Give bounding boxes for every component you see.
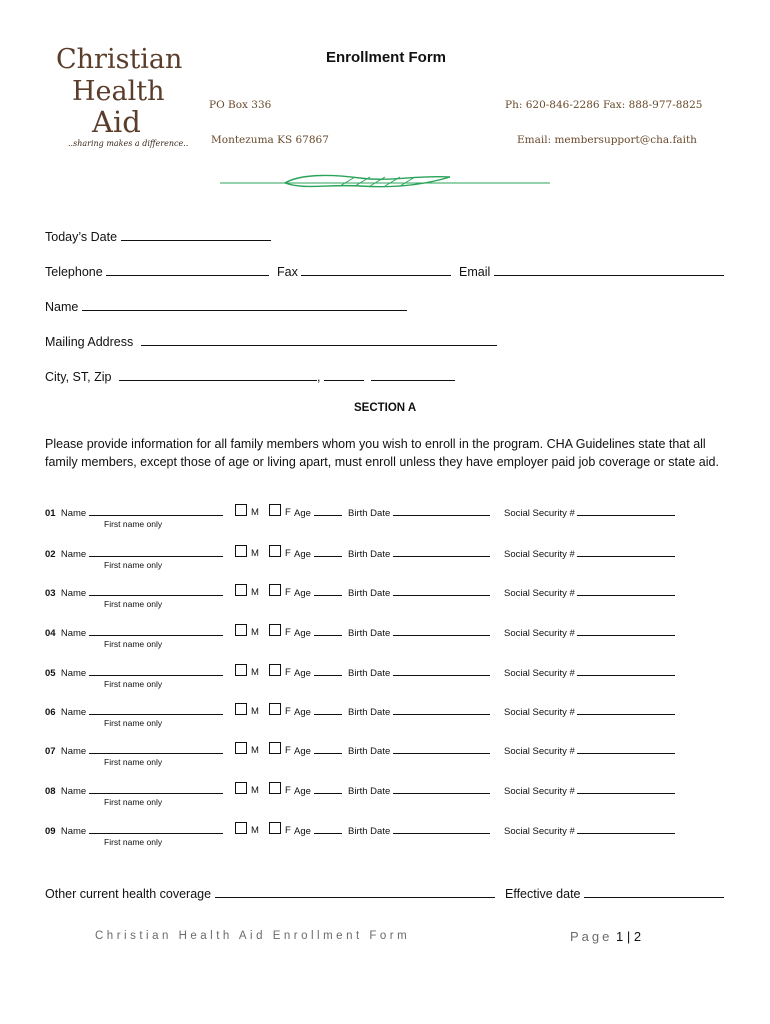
birth-date-line[interactable]: [393, 783, 490, 794]
member-ssn-field[interactable]: [504, 823, 675, 837]
age-label: Age: [294, 628, 311, 639]
birth-date-label: Birth Date: [348, 786, 391, 797]
first-name-only-hint: First name only: [104, 599, 163, 609]
telephone-field[interactable]: [45, 263, 269, 279]
male-label: M: [251, 706, 259, 717]
member-name-line[interactable]: [89, 546, 223, 557]
section-a-heading: SECTION A: [354, 402, 417, 414]
other-coverage-line[interactable]: [215, 885, 495, 898]
age-line[interactable]: [314, 743, 342, 754]
female-label: F: [285, 745, 291, 756]
member-name-field[interactable]: [45, 546, 223, 560]
phone-fax: Ph: 620-846-2286 Fax: 888-977-8825: [505, 99, 703, 111]
gender-female-option[interactable]: [269, 782, 291, 796]
male-label: M: [251, 627, 259, 638]
email-line[interactable]: [494, 263, 724, 276]
member-name-field[interactable]: [45, 665, 223, 679]
female-checkbox[interactable]: [269, 782, 281, 794]
member-number: 05: [45, 668, 56, 679]
birth-date-line[interactable]: [393, 505, 490, 516]
ssn-label: Social Security #: [504, 588, 575, 599]
male-checkbox[interactable]: [235, 822, 247, 834]
male-checkbox[interactable]: [235, 504, 247, 516]
ssn-line[interactable]: [577, 625, 675, 636]
female-label: F: [285, 507, 291, 518]
fax-field[interactable]: [277, 263, 451, 279]
birth-date-line[interactable]: [393, 704, 490, 715]
fax-label: Fax: [277, 265, 298, 279]
page-word: Page: [570, 929, 613, 944]
member-ssn-field[interactable]: [504, 783, 675, 797]
fax-line[interactable]: [301, 263, 451, 276]
logo-line-christian: Christian: [56, 44, 183, 75]
gender-male-option[interactable]: [235, 664, 259, 678]
gender-female-option[interactable]: [269, 584, 291, 598]
male-label: M: [251, 587, 259, 598]
member-ssn-field[interactable]: [504, 665, 675, 679]
first-name-only-hint: First name only: [104, 718, 163, 728]
address-line-1: PO Box 336: [209, 99, 272, 111]
member-age-field[interactable]: [294, 743, 342, 757]
female-label: F: [285, 785, 291, 796]
member-age-field[interactable]: [294, 665, 342, 679]
first-name-only-hint: First name only: [104, 560, 163, 570]
member-name-field[interactable]: [45, 823, 223, 837]
female-label: F: [285, 667, 291, 678]
page-total: 2: [633, 929, 642, 944]
logo-tagline: ..sharing makes a difference..: [68, 139, 189, 148]
age-line[interactable]: [314, 585, 342, 596]
effective-date-field[interactable]: [505, 885, 724, 901]
birth-date-label: Birth Date: [348, 746, 391, 757]
age-label: Age: [294, 826, 311, 837]
member-birth-date-field[interactable]: [348, 546, 490, 560]
female-label: F: [285, 587, 291, 598]
member-age-field[interactable]: [294, 585, 342, 599]
member-name-line[interactable]: [89, 625, 223, 636]
todays-date-field[interactable]: [45, 228, 271, 244]
mailing-address-line[interactable]: [141, 333, 497, 346]
page-separator: |: [626, 929, 631, 944]
footer-form-name: Christian Health Aid Enrollment Form: [95, 930, 411, 942]
member-name-label: Name: [60, 746, 87, 757]
male-checkbox[interactable]: [235, 703, 247, 715]
logo-line-aid: Aid: [92, 105, 141, 139]
age-line[interactable]: [314, 546, 342, 557]
member-age-field[interactable]: [294, 704, 342, 718]
female-checkbox[interactable]: [269, 545, 281, 557]
ssn-label: Social Security #: [504, 508, 575, 519]
city-st-zip-label: City, ST, Zip: [45, 370, 112, 384]
member-name-label: Name: [60, 588, 87, 599]
age-label: Age: [294, 549, 311, 560]
member-number: 07: [45, 746, 56, 757]
member-ssn-field[interactable]: [504, 505, 675, 519]
member-birth-date-field[interactable]: [348, 665, 490, 679]
member-name-field[interactable]: [45, 743, 223, 757]
gender-female-option[interactable]: [269, 822, 291, 836]
first-name-only-hint: First name only: [104, 797, 163, 807]
ssn-line[interactable]: [577, 783, 675, 794]
age-label: Age: [294, 668, 311, 679]
member-birth-date-field[interactable]: [348, 704, 490, 718]
member-age-field[interactable]: [294, 505, 342, 519]
member-ssn-field[interactable]: [504, 546, 675, 560]
member-name-line[interactable]: [89, 823, 223, 834]
female-label: F: [285, 706, 291, 717]
age-line[interactable]: [314, 505, 342, 516]
gender-female-option[interactable]: [269, 624, 291, 638]
telephone-label: Telephone: [45, 265, 103, 279]
gender-female-option[interactable]: [269, 742, 291, 756]
member-birth-date-field[interactable]: [348, 783, 490, 797]
member-name-label: Name: [60, 549, 87, 560]
member-name-line[interactable]: [89, 585, 223, 596]
gender-male-option[interactable]: [235, 584, 259, 598]
male-checkbox[interactable]: [235, 545, 247, 557]
ssn-label: Social Security #: [504, 549, 575, 560]
female-checkbox[interactable]: [269, 822, 281, 834]
age-line[interactable]: [314, 625, 342, 636]
birth-date-line[interactable]: [393, 823, 490, 834]
member-number: 06: [45, 707, 56, 718]
name-line[interactable]: [82, 298, 407, 311]
city-comma: ,: [316, 370, 321, 384]
decorative-divider: [220, 172, 550, 194]
male-label: M: [251, 548, 259, 559]
member-number: 04: [45, 628, 56, 639]
member-number: 09: [45, 826, 56, 837]
ssn-label: Social Security #: [504, 826, 575, 837]
ssn-line[interactable]: [577, 665, 675, 676]
member-birth-date-field[interactable]: [348, 625, 490, 639]
male-checkbox[interactable]: [235, 742, 247, 754]
member-name-line[interactable]: [89, 704, 223, 715]
ssn-line[interactable]: [577, 704, 675, 715]
email-label: Email: [459, 265, 491, 279]
birth-date-line[interactable]: [393, 743, 490, 754]
male-label: M: [251, 667, 259, 678]
age-line[interactable]: [314, 823, 342, 834]
ssn-line[interactable]: [577, 505, 675, 516]
member-birth-date-field[interactable]: [348, 505, 490, 519]
female-label: F: [285, 627, 291, 638]
birth-date-label: Birth Date: [348, 549, 391, 560]
first-name-only-hint: First name only: [104, 639, 163, 649]
city-line[interactable]: [119, 368, 317, 381]
member-age-field[interactable]: [294, 625, 342, 639]
todays-date-label: Today’s Date: [45, 230, 118, 244]
male-checkbox[interactable]: [235, 624, 247, 636]
first-name-only-hint: First name only: [104, 679, 163, 689]
other-coverage-field[interactable]: [45, 885, 495, 901]
logo-line-health: Health: [72, 76, 165, 107]
member-number: 08: [45, 786, 56, 797]
member-name-field[interactable]: [45, 585, 223, 599]
mailing-address-field[interactable]: [45, 333, 497, 349]
male-checkbox[interactable]: [235, 782, 247, 794]
male-label: M: [251, 745, 259, 756]
address-line-2: Montezuma KS 67867: [211, 134, 329, 146]
name-label: Name: [45, 300, 79, 314]
gender-male-option[interactable]: [235, 742, 259, 756]
section-a-instructions: Please provide information for all family members whom you wish to enroll in the program. CHA Guidelines state that all family members, except those of age or living apart, must enroll unless they have employer paid job coverage or state aid.: [45, 437, 719, 469]
gender-male-option[interactable]: [235, 822, 259, 836]
name-field[interactable]: [45, 298, 407, 314]
female-checkbox[interactable]: [269, 742, 281, 754]
birth-date-label: Birth Date: [348, 707, 391, 718]
member-number: 01: [45, 508, 56, 519]
member-name-label: Name: [60, 707, 87, 718]
age-label: Age: [294, 786, 311, 797]
male-checkbox[interactable]: [235, 584, 247, 596]
member-name-line[interactable]: [89, 743, 223, 754]
gender-female-option[interactable]: [269, 504, 291, 518]
member-ssn-field[interactable]: [504, 704, 675, 718]
gender-male-option[interactable]: [235, 545, 259, 559]
female-label: F: [285, 825, 291, 836]
member-age-field[interactable]: [294, 783, 342, 797]
member-name-line[interactable]: [89, 783, 223, 794]
member-age-field[interactable]: [294, 823, 342, 837]
member-name-line[interactable]: [89, 505, 223, 516]
gender-male-option[interactable]: [235, 703, 259, 717]
member-ssn-field[interactable]: [504, 743, 675, 757]
age-line[interactable]: [314, 704, 342, 715]
birth-date-label: Birth Date: [348, 826, 391, 837]
female-label: F: [285, 548, 291, 559]
gender-male-option[interactable]: [235, 782, 259, 796]
logo: [56, 46, 182, 73]
member-name-label: Name: [60, 826, 87, 837]
effective-date-line[interactable]: [584, 885, 724, 898]
age-line[interactable]: [314, 783, 342, 794]
ssn-line[interactable]: [577, 823, 675, 834]
birth-date-line[interactable]: [393, 546, 490, 557]
gender-male-option[interactable]: [235, 504, 259, 518]
birth-date-label: Birth Date: [348, 628, 391, 639]
gender-female-option[interactable]: [269, 545, 291, 559]
other-coverage-label: Other current health coverage: [45, 887, 212, 901]
email-field[interactable]: [459, 263, 724, 279]
page-current: 1: [616, 929, 624, 944]
first-name-only-hint: First name only: [104, 757, 163, 767]
page-number: [570, 929, 641, 944]
gender-male-option[interactable]: [235, 624, 259, 638]
member-birth-date-field[interactable]: [348, 823, 490, 837]
member-birth-date-field[interactable]: [348, 585, 490, 599]
member-number: 02: [45, 549, 56, 560]
ssn-label: Social Security #: [504, 746, 575, 757]
female-checkbox[interactable]: [269, 703, 281, 715]
birth-date-line[interactable]: [393, 665, 490, 676]
member-name-field[interactable]: [45, 505, 223, 519]
member-name-label: Name: [60, 508, 87, 519]
member-name-field[interactable]: [45, 625, 223, 639]
gender-female-option[interactable]: [269, 664, 291, 678]
contact-email: Email: membersupport@cha.faith: [517, 134, 697, 146]
member-name-field[interactable]: [45, 704, 223, 718]
age-label: Age: [294, 508, 311, 519]
male-checkbox[interactable]: [235, 664, 247, 676]
member-name-label: Name: [60, 668, 87, 679]
member-birth-date-field[interactable]: [348, 743, 490, 757]
male-label: M: [251, 825, 259, 836]
zip-line[interactable]: [371, 368, 455, 381]
effective-date-label: Effective date: [505, 887, 581, 901]
birth-date-line[interactable]: [393, 625, 490, 636]
male-label: M: [251, 507, 259, 518]
member-name-field[interactable]: [45, 783, 223, 797]
age-label: Age: [294, 588, 311, 599]
gender-female-option[interactable]: [269, 703, 291, 717]
birth-date-label: Birth Date: [348, 508, 391, 519]
form-title: Enrollment Form: [326, 49, 447, 66]
ssn-line[interactable]: [577, 585, 675, 596]
first-name-only-hint: First name only: [104, 519, 163, 529]
first-name-only-hint: First name only: [104, 837, 163, 847]
city-st-zip-field[interactable]: [45, 368, 455, 384]
female-checkbox[interactable]: [269, 504, 281, 516]
age-line[interactable]: [314, 665, 342, 676]
female-checkbox[interactable]: [269, 584, 281, 596]
telephone-line[interactable]: [106, 263, 269, 276]
ssn-line[interactable]: [577, 743, 675, 754]
age-label: Age: [294, 746, 311, 757]
member-name-line[interactable]: [89, 665, 223, 676]
age-label: Age: [294, 707, 311, 718]
birth-date-label: Birth Date: [348, 588, 391, 599]
ssn-line[interactable]: [577, 546, 675, 557]
member-name-label: Name: [60, 786, 87, 797]
ssn-label: Social Security #: [504, 628, 575, 639]
todays-date-line[interactable]: [121, 228, 271, 241]
birth-date-line[interactable]: [393, 585, 490, 596]
member-number: 03: [45, 588, 56, 599]
male-label: M: [251, 785, 259, 796]
ssn-label: Social Security #: [504, 786, 575, 797]
member-ssn-field[interactable]: [504, 625, 675, 639]
ssn-label: Social Security #: [504, 707, 575, 718]
member-age-field[interactable]: [294, 546, 342, 560]
mailing-address-label: Mailing Address: [45, 335, 134, 349]
member-name-label: Name: [60, 628, 87, 639]
state-line[interactable]: [324, 368, 364, 381]
female-checkbox[interactable]: [269, 624, 281, 636]
birth-date-label: Birth Date: [348, 668, 391, 679]
member-ssn-field[interactable]: [504, 585, 675, 599]
female-checkbox[interactable]: [269, 664, 281, 676]
ssn-label: Social Security #: [504, 668, 575, 679]
